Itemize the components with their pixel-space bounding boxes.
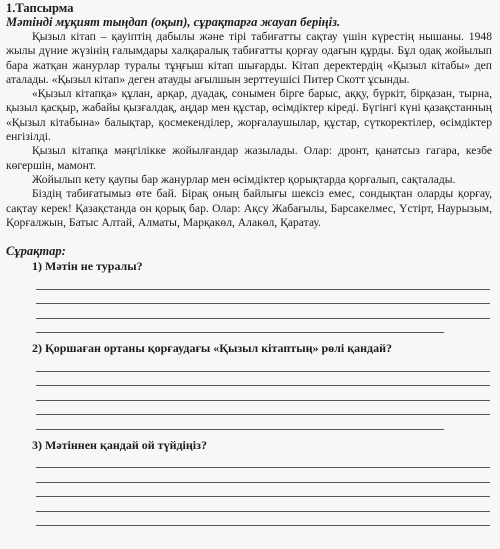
answer-line[interactable] [36,468,490,483]
answer-line[interactable] [36,483,490,498]
reading-text [6,30,492,230]
paragraph: Біздің табиғатымыз өте бай. Бірақ оның байлығы шексіз емес, сондықтан оларды қорғау, сақтау керек! Қазақстанда он қорық бар. Олар: Ақсу Жабағылы, Барсакелмес, Үстірт, Наурызым, Қорғалжын, Батыс Алтай, Алматы, Марқакөл, Алакөл, Қаратау. [6,187,492,229]
paragraph: Жойылып кету қаупы бар жанурлар мен өсімдіктер қорықтарда қорғалып, сақталады. [32,172,456,186]
answer-lines-2 [36,357,490,430]
question-1: 1) Мәтін не туралы? [32,259,143,274]
answer-line[interactable] [36,497,490,512]
questions-heading: Сұрақтар: [6,244,66,259]
answer-line[interactable] [36,512,490,527]
question-2: 2) Қоршаған ортаны қорғаудағы «Қызыл кітаптың» рөлі қандай? [32,341,393,356]
answer-line[interactable] [36,454,490,469]
paragraph: Қызыл кітапқа мәңгілікке жойылғандар жазылады. Олар: дронт, қанатсыз гагара, кезбе көгершін, мамонт. [6,144,492,172]
answer-line[interactable] [36,319,444,334]
answer-line[interactable] [36,415,444,430]
task-instruction: Мәтінді мұқият тыңдап (оқып), сұрақтарға жауап беріңіз. [6,15,341,29]
question-block-2 [6,341,492,430]
answer-line[interactable] [36,290,490,305]
answer-line[interactable] [36,357,490,372]
paragraph: «Қызыл кітапқа» құлан, арқар, дуадақ, сонымен бірге барыс, аққу, бүркіт, бірқазан, тырна, қызыл қасқыр, жабайы қызғалдақ, аңдар мен құстар, өсімдіктер кіреді. Бүгінгі күні қазақстанның «Қызыл кітабына» балықтар, қосмекенділер, жорғалаушылар, құстар, сүткоректілер, өсімдіктер енгізілді. [6,87,492,144]
question-block-1 [6,259,492,333]
answer-line[interactable] [36,275,490,290]
answer-lines-1 [36,275,490,333]
answer-line[interactable] [36,372,490,387]
question-3: 3) Мәтіннен қандай ой түйдіңіз? [32,437,207,452]
task-title: 1.Тапсырма [6,1,74,15]
answer-line[interactable] [36,401,490,416]
paragraph: Қызыл кітап – қауіптің дабылы және тірі табиғатты сақтау үшін күрестің нышаны. 1948 жылы дүние жүзінің ғалымдары халқаралық табиғатты қорғау одағын құрды. Бұл одақ жойылып бара жатқан жанурлар туралы тұңғыш кітап шығарды. Кітап деректердің «Қызыл кітабы» деп аталады. «Қызыл кітап» деген атауды ағылшын зерттеушісі Питер Скотт ұсынды. [6,30,492,86]
question-block-3 [6,438,492,527]
answer-line[interactable] [36,304,490,319]
answer-line[interactable] [36,386,490,401]
answer-lines-3 [36,454,490,527]
